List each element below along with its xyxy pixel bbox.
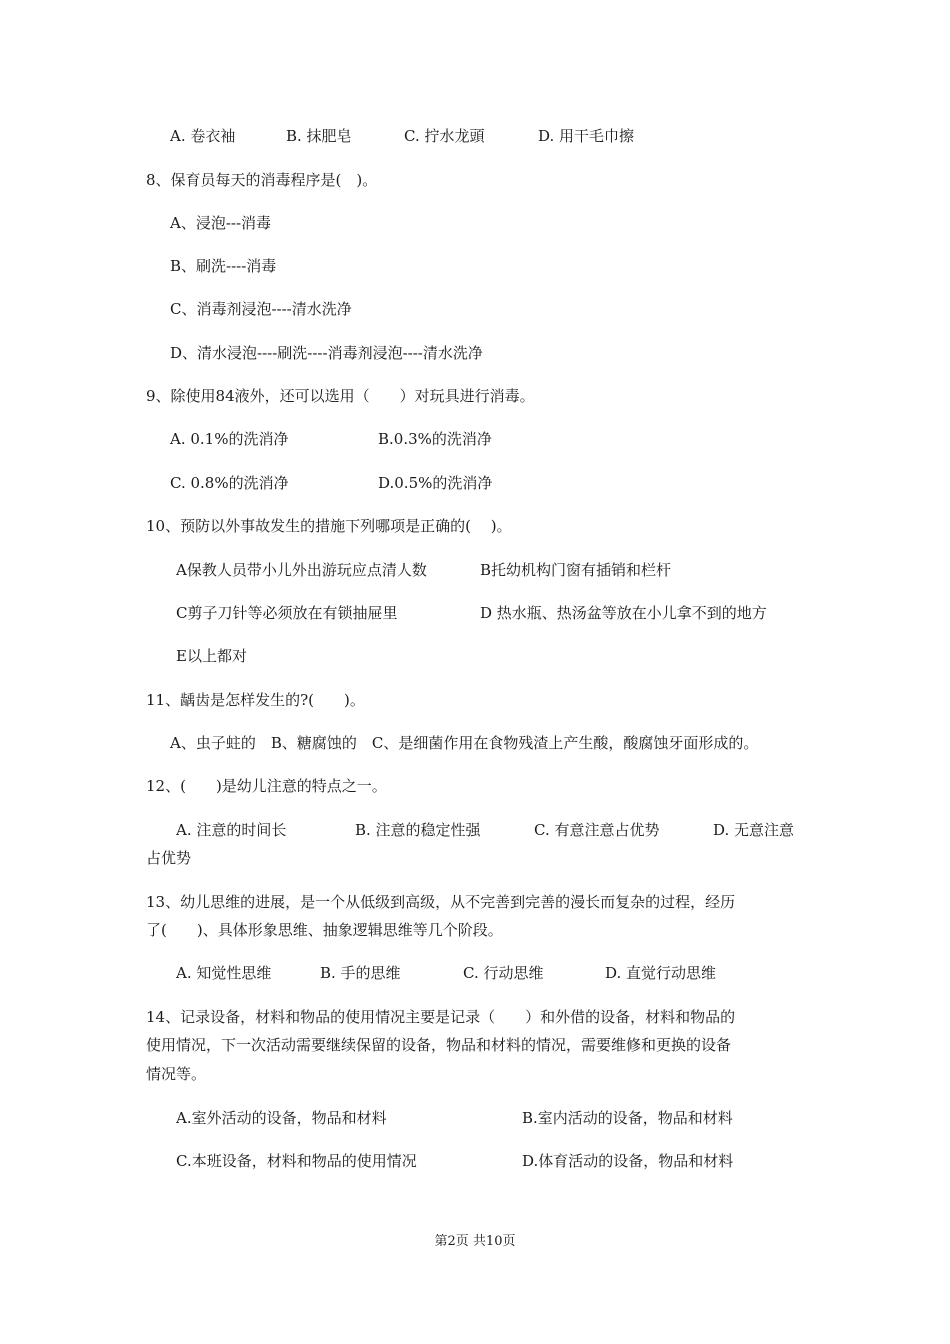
q14-options-row2: [176, 1151, 733, 1171]
page-footer: 第2页 共10页: [434, 1234, 516, 1249]
q10-option-e: E以上都对: [176, 647, 247, 665]
q8-option-c: C、消毒剂浸泡----清水洗净: [170, 300, 352, 318]
q9-stem: 9、除使用84液外，还可以选用（ ）对玩具进行消毒。: [146, 387, 535, 405]
q7-option-a: A. 卷衣袖: [170, 127, 236, 145]
q9-option-b: B.0.3%的洗消净: [378, 430, 492, 448]
q10-stem: 10、预防以外事故发生的措施下列哪项是正确的( )。: [146, 517, 512, 535]
q9-options-row2: [170, 473, 492, 493]
q14-option-d: D.体育活动的设备，物品和材料: [522, 1152, 734, 1170]
q12-options: [176, 820, 794, 840]
q14-stem-line1: 14、记录设备，材料和物品的使用情况主要是记录（ ）和外借的设备，材料和物品的: [146, 1008, 736, 1026]
q14-stem-line2: 使用情况，下一次活动需要继续保留的设备，物品和材料的情况，需要维修和更换的设备: [146, 1036, 732, 1054]
q13-option-b: B. 手的思维: [320, 964, 401, 982]
q11-options: A、虫子蛀的 B、糖腐蚀的 C、是细菌作用在食物残渣上产生酸，酸腐蚀牙面形成的。: [170, 734, 759, 752]
q7-option-c: C. 拧水龙頭: [404, 127, 485, 145]
q10-option-c: C剪子刀针等必须放在有锁抽屉里: [176, 604, 398, 622]
q12-option-c: C. 有意注意占优势: [534, 821, 660, 839]
q8-stem: 8、保育员每天的消毒程序是( )。: [146, 171, 378, 189]
q14-options-row1: [176, 1108, 733, 1128]
q8-option-d: D、清水浸泡----刷洗----消毒剂浸泡----清水洗净: [170, 344, 483, 362]
q10-option-d: D 热水瓶、热汤盆等放在小儿拿不到的地方: [480, 604, 767, 622]
q7-option-d: D. 用干毛巾擦: [538, 127, 635, 145]
q14-option-a: A.室外活动的设备，物品和材料: [176, 1109, 387, 1127]
q10-options-row2: [176, 603, 767, 623]
q8-option-a: A、浸泡---消毒: [170, 214, 272, 232]
q10-options-row1: [176, 560, 671, 580]
q10-option-a: A保教人员带小儿外出游玩应点清人数: [176, 561, 427, 579]
q14-stem-line3: 情况等。: [146, 1065, 207, 1083]
q14-option-b: B.室内活动的设备，物品和材料: [522, 1109, 733, 1127]
q9-option-c: C. 0.8%的洗消净: [170, 474, 289, 492]
q13-stem-line2: 了( )、具体形象思维、抽象逻辑思维等几个阶段。: [146, 921, 503, 939]
q14-option-c: C.本班设备，材料和物品的使用情况: [176, 1152, 417, 1170]
q8-option-b: B、刷洗----消毒: [170, 257, 277, 275]
q12-option-b: B. 注意的稳定性强: [355, 821, 481, 839]
q12-option-d-wrap: 占优势: [146, 849, 192, 867]
q9-options-row1: [170, 429, 492, 449]
q13-option-d: D. 直觉行动思维: [605, 964, 717, 982]
q13-option-c: C. 行动思维: [463, 964, 544, 982]
q13-option-a: A. 知觉性思维: [176, 964, 272, 982]
q10-option-b: B托幼机构门窗有插销和栏杆: [480, 561, 672, 579]
q7-option-b: B. 抹肥皂: [286, 127, 352, 145]
q11-stem: 11、龋齿是怎样发生的?( )。: [146, 691, 365, 709]
q12-option-a: A. 注意的时间长: [176, 821, 287, 839]
q9-option-a: A. 0.1%的洗消净: [170, 430, 289, 448]
q12-stem: 12、( )是幼儿注意的特点之一。: [146, 777, 387, 795]
q12-option-d: D. 无意注意: [713, 821, 795, 839]
q7-options: [170, 126, 634, 146]
q13-stem-line1: 13、幼儿思维的进展，是一个从低级到高级，从不完善到完善的漫长而复杂的过程，经历: [146, 893, 736, 911]
q9-option-d: D.0.5%的洗消净: [378, 474, 493, 492]
q13-options: [176, 963, 716, 983]
